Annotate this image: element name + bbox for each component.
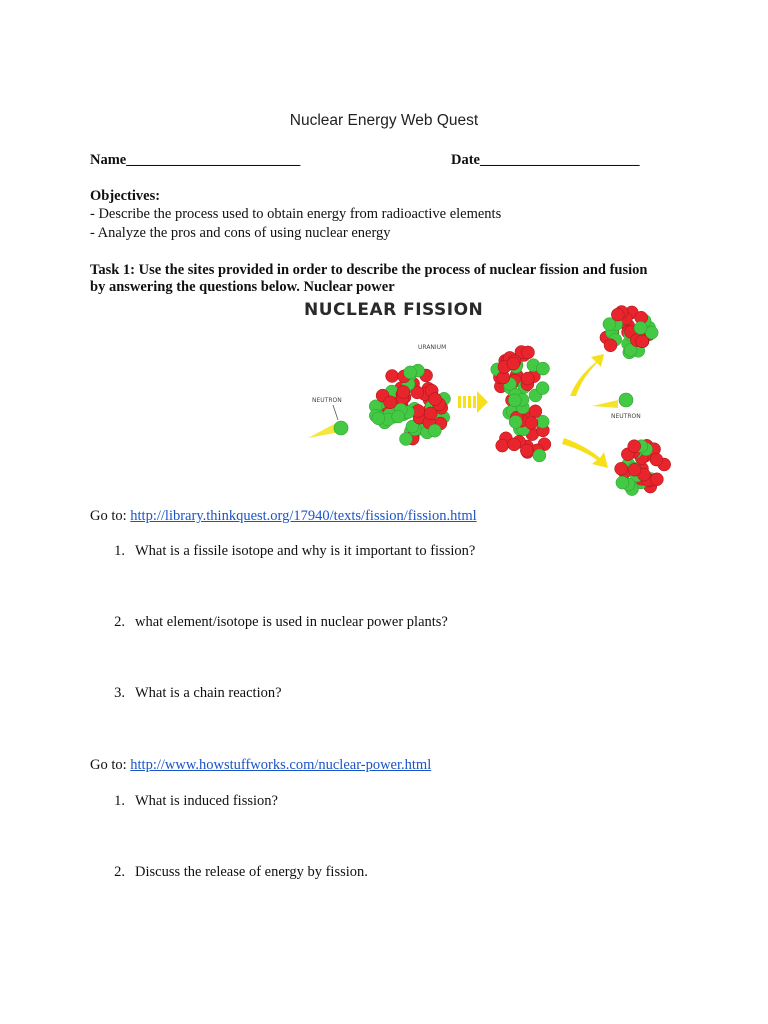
proton-sphere <box>650 453 663 466</box>
neutron-sphere <box>404 366 417 379</box>
question-number: 1. <box>114 793 125 809</box>
name-field-label: Name________________________ <box>90 152 301 168</box>
neutron-label-left: NEUTRON <box>312 397 342 404</box>
neutron-sphere <box>533 449 546 462</box>
proton-sphere <box>604 339 617 352</box>
fragment-nucleus-bottom <box>615 439 671 495</box>
figure-title: NUCLEAR FISSION <box>304 300 484 320</box>
neutron-label-right: NEUTRON <box>611 413 641 420</box>
proton-sphere <box>529 405 542 418</box>
fragment-nucleus-top <box>600 306 658 359</box>
question-number: 2. <box>114 864 125 880</box>
proton-sphere <box>520 444 533 457</box>
arrow-up-icon <box>570 354 604 396</box>
proton-sphere <box>636 335 649 348</box>
question-text: What is induced fission? <box>135 793 278 809</box>
question-1-3 <box>103 684 282 703</box>
proton-sphere <box>507 357 520 370</box>
arrow-down-icon <box>562 438 608 468</box>
question-2-1 <box>103 792 278 811</box>
nuclear-fission-figure <box>300 296 682 506</box>
uranium-label: URANIUM <box>418 344 447 351</box>
question-1-1 <box>103 542 475 561</box>
proton-sphere <box>522 346 535 359</box>
question-1-2 <box>103 613 448 632</box>
nuclear-fission-illustration <box>300 296 682 506</box>
proton-sphere <box>429 393 442 406</box>
neutron-sphere <box>509 415 522 428</box>
neutron-sphere <box>392 410 405 423</box>
released-neutron-icon <box>619 393 633 407</box>
goto-line-2 <box>90 756 431 775</box>
page-title: Nuclear Energy Web Quest <box>289 112 479 129</box>
proton-sphere <box>611 308 624 321</box>
goto-label-1: Go to: <box>90 508 127 524</box>
howstuffworks-link[interactable]: http://www.howstuffworks.com/nuclear-power.html <box>130 757 432 773</box>
incoming-neutron-icon <box>334 421 348 435</box>
date-field-label: Date______________________ <box>451 152 640 168</box>
proton-sphere <box>384 396 397 409</box>
neutron-sphere <box>537 362 550 375</box>
objectives-heading: Objectives: <box>90 188 161 204</box>
proton-sphere <box>386 370 399 383</box>
objective-item-1: - Describe the process used to obtain energy from radioactive elements <box>90 206 502 222</box>
question-2-2 <box>103 863 368 882</box>
proton-sphere <box>496 439 509 452</box>
question-number: 2. <box>114 614 125 630</box>
neutron-sphere <box>372 412 385 425</box>
task1-line-1: Task 1: Use the sites provided in order to describe the process of nuclear fission and fusion <box>90 262 648 278</box>
released-neutron-trail-icon <box>592 400 618 408</box>
thinkquest-link[interactable]: http://library.thinkquest.org/17940/texts/fission/fission.html <box>130 508 477 524</box>
objective-item-2: - Analyze the pros and cons of using nuclear energy <box>90 225 391 241</box>
neutron-sphere <box>616 476 629 489</box>
striped-arrow-icon <box>458 391 488 413</box>
proton-sphere <box>615 462 628 475</box>
neutron-sphere <box>634 321 647 334</box>
question-number: 3. <box>114 685 125 701</box>
question-number: 1. <box>114 543 125 559</box>
question-text: What is a fissile isotope and why is it important to fission? <box>135 543 476 559</box>
neutron-sphere <box>508 394 521 407</box>
proton-sphere <box>628 440 641 453</box>
neutron-sphere <box>536 382 549 395</box>
proton-sphere <box>525 416 538 429</box>
proton-sphere <box>521 372 534 385</box>
question-text: what element/isotope is used in nuclear power plants? <box>135 614 448 630</box>
neutron-pointer-line <box>333 405 338 420</box>
goto-label-2: Go to: <box>90 757 127 773</box>
task1-line-2: by answering the questions below. Nuclear power <box>90 279 395 295</box>
goto-line-1 <box>90 507 477 526</box>
question-text: What is a chain reaction? <box>135 685 282 701</box>
splitting-nucleus <box>491 346 551 463</box>
neutron-sphere <box>428 424 441 437</box>
proton-sphere <box>628 463 641 476</box>
uranium-nucleus <box>369 364 450 445</box>
proton-sphere <box>508 438 521 451</box>
question-text: Discuss the release of energy by fission. <box>135 864 368 880</box>
proton-sphere <box>397 386 410 399</box>
proton-sphere <box>650 473 663 486</box>
